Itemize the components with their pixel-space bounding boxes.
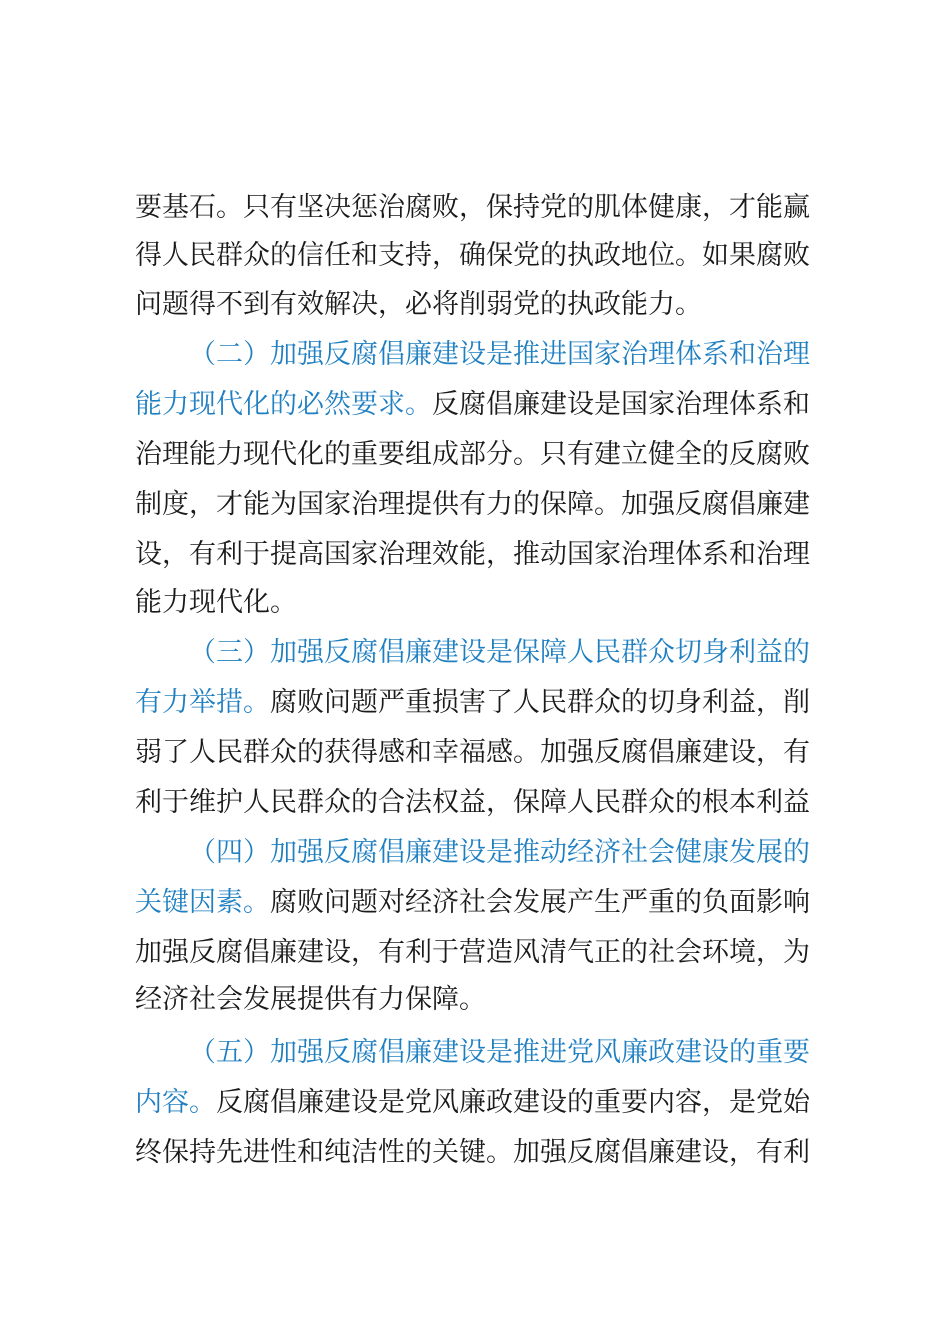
heading-segment: 内容。 <box>135 1087 216 1118</box>
text-line <box>135 1128 835 1178</box>
body-segment: 制度，才能为国家治理提供有力的保障。加强反腐倡廉建 <box>135 489 810 520</box>
text-line <box>135 430 835 480</box>
body-segment: 弱了人民群众的获得感和幸福感。加强反腐倡廉建设，有 <box>135 737 810 768</box>
body-segment: 加强反腐倡廉建设，有利于营造风清气正的社会环境，为 <box>135 937 810 968</box>
text-line <box>135 231 835 281</box>
text-line <box>135 975 835 1025</box>
body-segment: 利于维护人民群众的合法权益，保障人民群众的根本利益 <box>135 787 810 818</box>
body-segment: 终保持先进性和纯洁性的关键。加强反腐倡廉建设，有利 <box>135 1137 810 1168</box>
body-segment: 腐败问题对经济社会发展产生严重的负面影响 <box>270 887 810 918</box>
text-line <box>135 480 835 530</box>
text-line <box>135 628 835 678</box>
text-line <box>135 928 835 978</box>
text-line <box>135 778 835 828</box>
body-segment: 要基石。只有坚决惩治腐败，保持党的肌体健康，才能赢 <box>135 192 810 223</box>
text-line <box>135 183 835 233</box>
text-line <box>135 330 835 380</box>
text-line <box>135 878 835 928</box>
body-segment: 腐败问题严重损害了人民群众的切身利益，削 <box>270 687 810 718</box>
body-segment: 得人民群众的信任和支持，确保党的执政地位。如果腐败 <box>135 240 810 271</box>
text-line <box>135 728 835 778</box>
heading-segment: （四）加强反腐倡廉建设是推动经济社会健康发展的 <box>189 837 810 868</box>
text-line <box>135 678 835 728</box>
heading-segment: 有力举措。 <box>135 687 270 718</box>
heading-segment: （五）加强反腐倡廉建设是推进党风廉政建设的重要 <box>189 1037 810 1068</box>
body-segment: 经济社会发展提供有力保障。 <box>135 984 486 1015</box>
text-line <box>135 828 835 878</box>
text-line <box>135 530 835 580</box>
heading-segment: 关键因素。 <box>135 887 270 918</box>
body-segment: 治理能力现代化的重要组成部分。只有建立健全的反腐败 <box>135 439 810 470</box>
body-segment: 设，有利于提高国家治理效能，推动国家治理体系和治理 <box>135 539 810 570</box>
text-line <box>135 1078 835 1128</box>
heading-segment: （三）加强反腐倡廉建设是保障人民群众切身利益的 <box>189 637 810 668</box>
text-line <box>135 280 835 330</box>
body-segment: 问题得不到有效解决，必将削弱党的执政能力。 <box>135 289 702 320</box>
body-segment: 能力现代化。 <box>135 587 297 618</box>
text-line <box>135 578 835 628</box>
heading-segment: 能力现代化的必然要求。 <box>135 389 432 420</box>
text-line <box>135 380 835 430</box>
body-segment: 反腐倡廉建设是党风廉政建设的重要内容，是党始 <box>216 1087 810 1118</box>
text-line <box>135 1028 835 1078</box>
heading-segment: （二）加强反腐倡廉建设是推进国家治理体系和治理 <box>189 339 810 370</box>
body-segment: 反腐倡廉建设是国家治理体系和 <box>432 389 810 420</box>
